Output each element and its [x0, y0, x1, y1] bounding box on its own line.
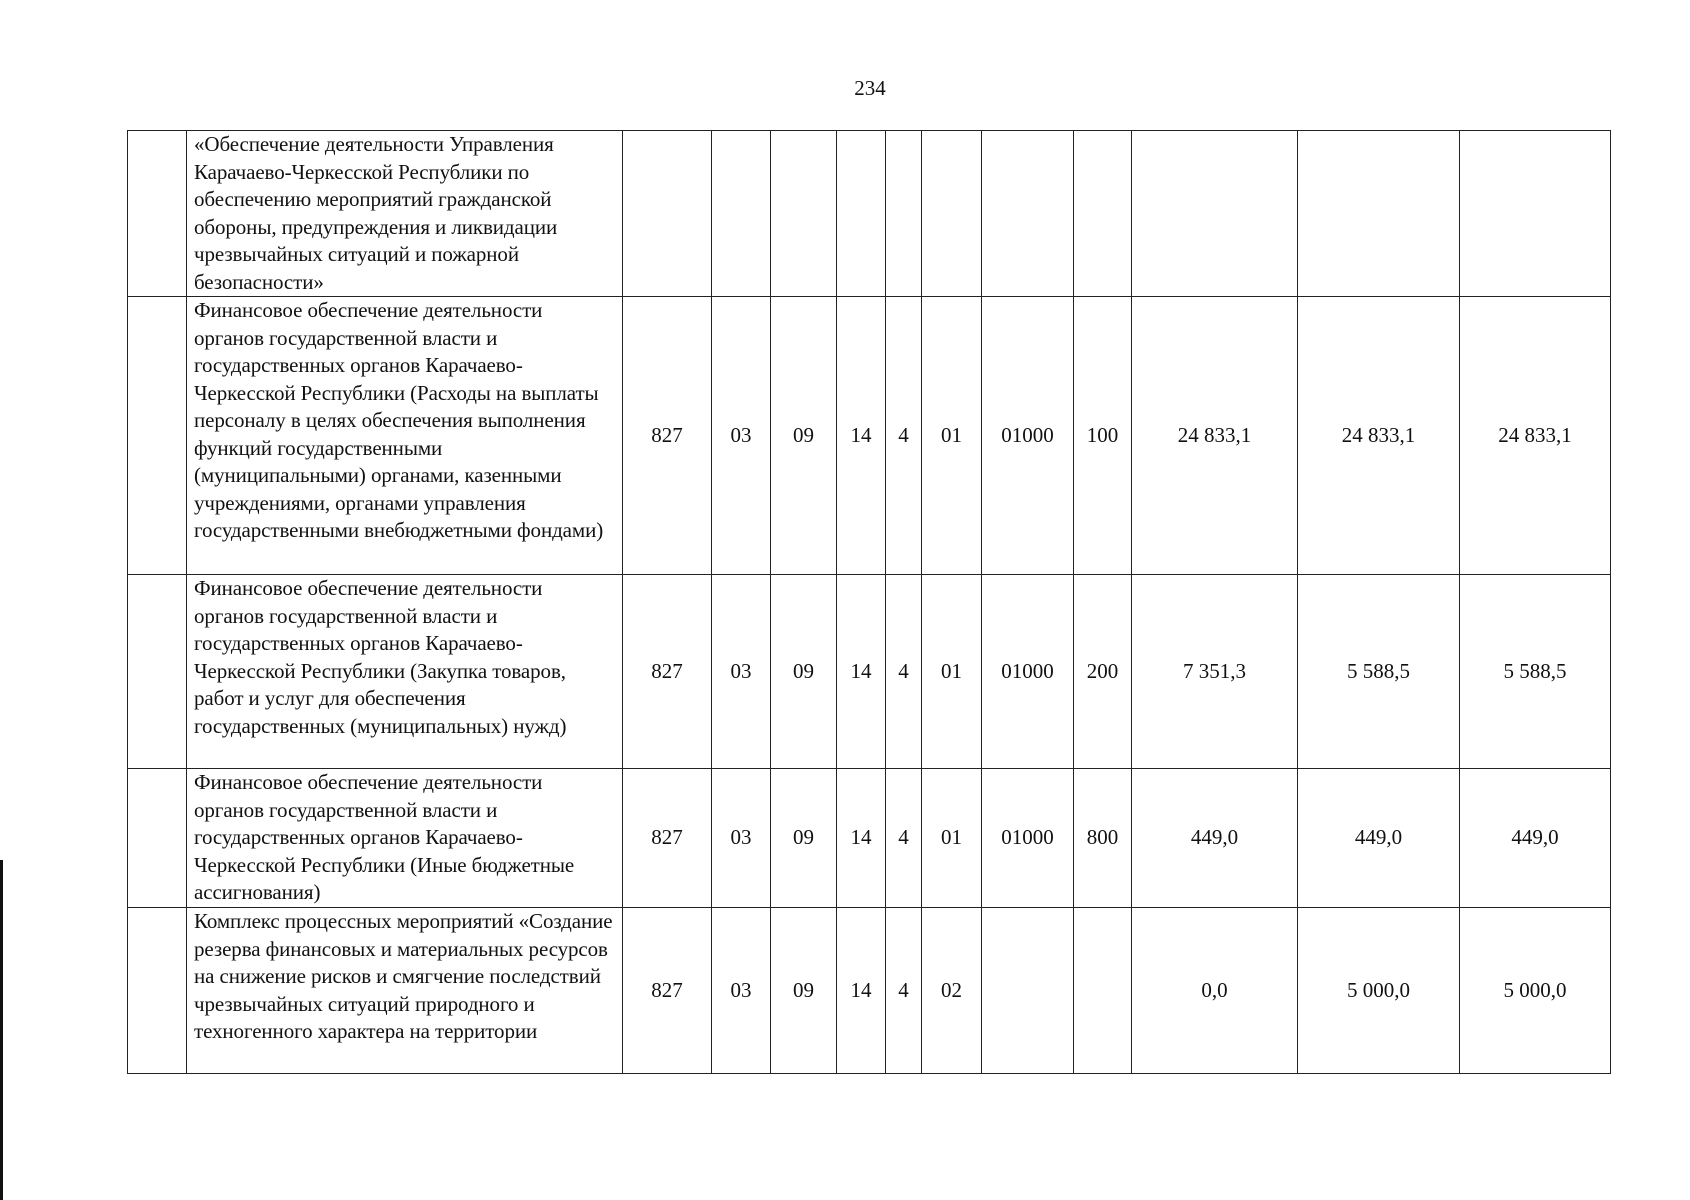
code-direction-cell: 01000	[982, 769, 1074, 908]
code-structural-element-cell: 01	[922, 575, 982, 769]
code-subsection-cell: 09	[771, 575, 837, 769]
row-number-cell	[128, 297, 187, 575]
code-structural-element-cell	[922, 131, 982, 297]
code-program-type-cell: 4	[886, 575, 922, 769]
amount-year1-cell: 24 833,1	[1132, 297, 1298, 575]
row-number-cell	[128, 908, 187, 1074]
item-name-cell: Финансовое обеспечение деятельности органов государственной власти и государственных органов Карачаево-Черкесской Республики (Закупка товаров, работ и услуг для обеспечения государственных (муниципальных) нужд)	[187, 575, 623, 769]
amount-year2-cell	[1298, 131, 1460, 297]
code-ministry-cell	[623, 131, 712, 297]
row-number-cell	[128, 575, 187, 769]
row-number-cell	[128, 131, 187, 297]
code-program-cell: 14	[837, 575, 886, 769]
code-section-cell: 03	[712, 908, 771, 1074]
amount-year3-cell: 449,0	[1460, 769, 1611, 908]
code-program-cell	[837, 131, 886, 297]
code-structural-element-cell: 01	[922, 769, 982, 908]
code-program-cell: 14	[837, 769, 886, 908]
code-section-cell: 03	[712, 769, 771, 908]
code-program-type-cell: 4	[886, 297, 922, 575]
code-expense-type-cell: 800	[1074, 769, 1132, 908]
code-section-cell: 03	[712, 297, 771, 575]
item-name-cell: Финансовое обеспечение деятельности органов государственной власти и государственных органов Карачаево-Черкесской Республики (Расходы на выплаты персоналу в целях обеспечения выполнения функций государственными (муниципальными) органами, казенными учреждениями, органами управления государственными внебюджетными фондами)	[187, 297, 623, 575]
code-structural-element-cell: 01	[922, 297, 982, 575]
code-direction-cell: 01000	[982, 297, 1074, 575]
code-expense-type-cell	[1074, 908, 1132, 1074]
page-number: 234	[854, 76, 886, 100]
amount-year3-cell: 5 588,5	[1460, 575, 1611, 769]
row-number-cell	[128, 769, 187, 908]
code-section-cell: 03	[712, 575, 771, 769]
code-expense-type-cell: 100	[1074, 297, 1132, 575]
amount-year3-cell: 5 000,0	[1460, 908, 1611, 1074]
code-subsection-cell: 09	[771, 908, 837, 1074]
table-row	[128, 575, 1611, 769]
code-ministry-cell: 827	[623, 575, 712, 769]
scan-margin-line	[0, 860, 3, 1200]
table-row	[128, 297, 1611, 575]
amount-year2-cell: 5 000,0	[1298, 908, 1460, 1074]
code-program-type-cell: 4	[886, 769, 922, 908]
code-subsection-cell: 09	[771, 297, 837, 575]
code-program-cell: 14	[837, 908, 886, 1074]
code-program-type-cell	[886, 131, 922, 297]
amount-year1-cell: 7 351,3	[1132, 575, 1298, 769]
budget-table	[127, 130, 1611, 1074]
item-name-cell: «Обеспечение деятельности Управления Карачаево-Черкесской Республики по обеспечению мероприятий гражданской обороны, предупреждения и ликвидации чрезвычайных ситуаций и пожарной безопасности»	[187, 131, 623, 297]
code-ministry-cell: 827	[623, 297, 712, 575]
code-expense-type-cell: 200	[1074, 575, 1132, 769]
code-program-cell: 14	[837, 297, 886, 575]
amount-year3-cell	[1460, 131, 1611, 297]
item-name-cell: Финансовое обеспечение деятельности органов государственной власти и государственных органов Карачаево-Черкесской Республики (Иные бюджетные ассигнования)	[187, 769, 623, 908]
code-direction-cell: 01000	[982, 575, 1074, 769]
code-section-cell	[712, 131, 771, 297]
table-row	[128, 131, 1611, 297]
code-ministry-cell: 827	[623, 769, 712, 908]
amount-year2-cell: 24 833,1	[1298, 297, 1460, 575]
amount-year3-cell: 24 833,1	[1460, 297, 1611, 575]
amount-year1-cell: 0,0	[1132, 908, 1298, 1074]
code-direction-cell	[982, 131, 1074, 297]
code-subsection-cell	[771, 131, 837, 297]
table-body	[128, 131, 1611, 1074]
code-program-type-cell: 4	[886, 908, 922, 1074]
amount-year2-cell: 449,0	[1298, 769, 1460, 908]
code-expense-type-cell	[1074, 131, 1132, 297]
code-subsection-cell: 09	[771, 769, 837, 908]
table-row	[128, 769, 1611, 908]
amount-year2-cell: 5 588,5	[1298, 575, 1460, 769]
item-name-cell: Комплекс процессных мероприятий «Создание резерва финансовых и материальных ресурсов на снижение рисков и смягчение последствий чрезвычайных ситуаций природного и техногенного характера на территории	[187, 908, 623, 1074]
table-row	[128, 908, 1611, 1074]
code-ministry-cell: 827	[623, 908, 712, 1074]
amount-year1-cell: 449,0	[1132, 769, 1298, 908]
code-structural-element-cell: 02	[922, 908, 982, 1074]
code-direction-cell	[982, 908, 1074, 1074]
amount-year1-cell	[1132, 131, 1298, 297]
